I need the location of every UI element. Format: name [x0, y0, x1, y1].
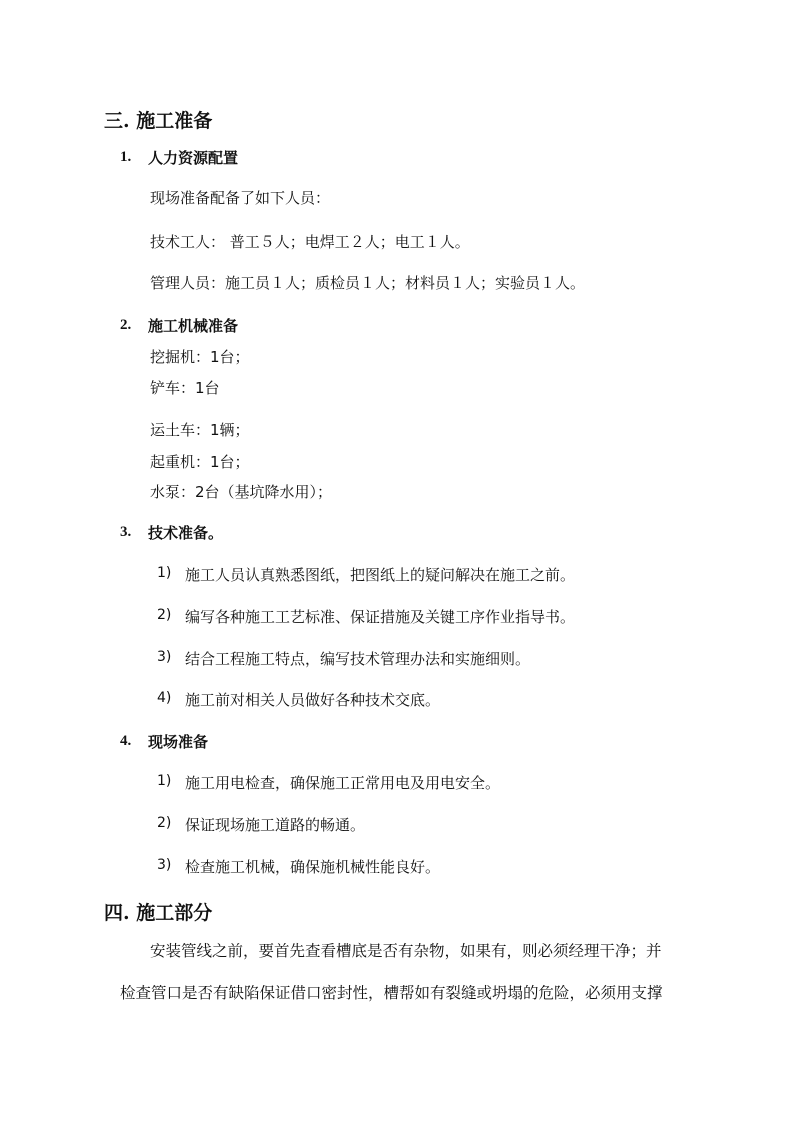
paragraph-line: 管理人员：施工员１人；质检员１人；材料员１人；实验员１人。 — [150, 274, 586, 292]
list-item-text: 编写各种施工工艺标准、保证措施及关键工序作业指导书。 — [185, 608, 576, 626]
list-item-text: 检查施工机械，确保施机械性能良好。 — [185, 858, 441, 876]
subsection-2-heading: 施工机械准备 — [148, 317, 239, 335]
paragraph-line: 现场准备配备了如下人员： — [150, 189, 331, 207]
list-item-text: 结合工程施工特点，编写技术管理办法和实施细则。 — [185, 650, 531, 668]
list-item-number: 1) — [157, 565, 172, 581]
body-paragraph-line: 安装管线之前，要首先查看槽底是否有杂物，如果有，则必须经理干净；并 — [150, 942, 662, 960]
list-item-number: 3) — [157, 649, 172, 665]
equipment-line: 铲车：1台 — [150, 379, 220, 397]
subsection-4-heading: 现场准备 — [148, 733, 209, 751]
list-item-number: 2) — [157, 815, 172, 831]
subsection-2-number: 2. — [120, 317, 132, 333]
subsection-1-number: 1. — [120, 149, 132, 165]
subsection-1-heading: 人力资源配置 — [148, 149, 239, 167]
section-3-heading: 三. 施工准备 — [104, 110, 213, 132]
list-item-text: 保证现场施工道路的畅通。 — [185, 816, 366, 834]
list-item-number: 1) — [157, 773, 172, 789]
list-item-text: 施工人员认真熟悉图纸，把图纸上的疑问解决在施工之前。 — [185, 566, 576, 584]
section-4-heading: 四. 施工部分 — [104, 902, 213, 924]
list-item-number: 4) — [157, 690, 172, 706]
list-item-number: 2) — [157, 607, 172, 623]
list-item-text: 施工用电检查，确保施工正常用电及用电安全。 — [185, 774, 501, 792]
subsection-3-heading: 技术准备。 — [148, 524, 224, 542]
body-paragraph-line: 检查管口是否有缺陷保证借口密封性，槽帮如有裂缝或坍塌的危险，必须用支撑 — [120, 984, 663, 1002]
equipment-line: 挖掘机：1台； — [150, 348, 250, 366]
subsection-3-number: 3. — [120, 524, 132, 540]
paragraph-line: 技术工人： 普工５人；电焊工２人；电工１人。 — [150, 233, 470, 251]
subsection-4-number: 4. — [120, 733, 132, 749]
list-item-text: 施工前对相关人员做好各种技术交底。 — [185, 691, 441, 709]
equipment-line: 水泵：2台（基坑降水用）； — [150, 483, 333, 501]
equipment-line: 运土车：1辆； — [150, 421, 250, 439]
list-item-number: 3) — [157, 857, 172, 873]
equipment-line: 起重机：1台； — [150, 453, 250, 471]
